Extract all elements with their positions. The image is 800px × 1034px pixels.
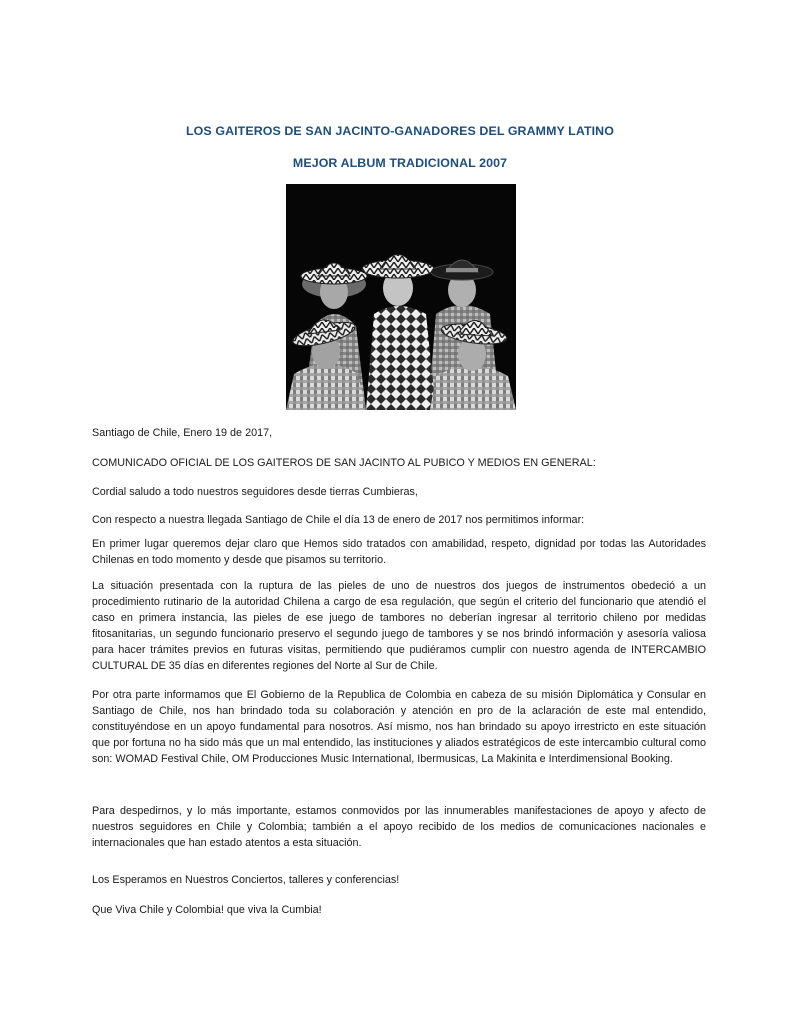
- document-title-line1: LOS GAITEROS DE SAN JACINTO-GANADORES DEL GRAMMY LATINO: [186, 124, 614, 138]
- paragraph: Para despedirnos, y lo más importante, estamos conmovidos por las innumerables manifestaciones de apoyo y afecto de nuestros seguidores en Chile y Colombia; también a el apoyo recibido de los medios de comunicaciones nacionales e internacionales que han estado atentos a esta situación.: [92, 805, 706, 849]
- group-photo-illustration: [286, 184, 516, 410]
- communique-heading: COMUNICADO OFICIAL DE LOS GAITEROS DE SAN JACINTO AL PUBICO Y MEDIOS EN GENERAL:: [92, 457, 596, 469]
- document-title-line2: MEJOR ALBUM TRADICIONAL 2007: [292, 156, 508, 170]
- intro-line: Con respecto a nuestra llegada Santiago de Chile el día 13 de enero de 2017 nos permitimos informar:: [92, 514, 585, 526]
- greeting-line: Cordial saludo a todo nuestros seguidores desde tierras Cumbieras,: [92, 486, 418, 498]
- closing-line: Que Viva Chile y Colombia! que viva la Cumbia!: [92, 904, 322, 916]
- paragraph: En primer lugar queremos dejar claro que Hemos sido tratados con amabilidad, respeto, dignidad por todas las Autoridades Chilenas en todo momento y desde que pisamos su territorio.: [92, 538, 706, 566]
- paragraph: La situación presentada con la ruptura de las pieles de uno de nuestros dos juegos de instrumentos obedeció a un procedimiento rutinario de la autoridad Chilena a cargo de esa regulación, que según el criterio del funcionario que atendió el caso en primera instancia, las pieles de ese juego de tambores no deberían ingresar al territorio chileno por medidas fitosanitarias, un segundo funcionario preservo el segundo juego de tambores y se nos brindó información y asesoría valiosa para hacer trámites previos en futuras visitas, permitiendo que pudiéramos cumplir con nuestro agenda de INTERCAMBIO CULTURAL DE 35 días en diferentes regiones del Norte al Sur de Chile.: [92, 580, 706, 672]
- paragraph: Por otra parte informamos que El Gobierno de la Republica de Colombia en cabeza de su misión Diplomática y Consular en Santiago de Chile, nos han brindado toda su colaboración y atención en pro de la aclaración de este mal entendido, constituyéndose en un apoyo fundamental para nosotros. Así mismo, nos han brindado su apoyo irrestricto en este situación que por fortuna no ha sido más que un mal entendido, las instituciones y aliados estratégicos de este intercambio cultural como son: WOMAD Festival Chile, OM Producciones Music International, Ibermusicas, La Makinita e Interdimensional Booking.: [92, 689, 706, 765]
- closing-line: Los Esperamos en Nuestros Conciertos, talleres y conferencias!: [92, 874, 400, 886]
- date-line: Santiago de Chile, Enero 19 de 2017,: [92, 427, 273, 439]
- group-photo: [286, 184, 516, 410]
